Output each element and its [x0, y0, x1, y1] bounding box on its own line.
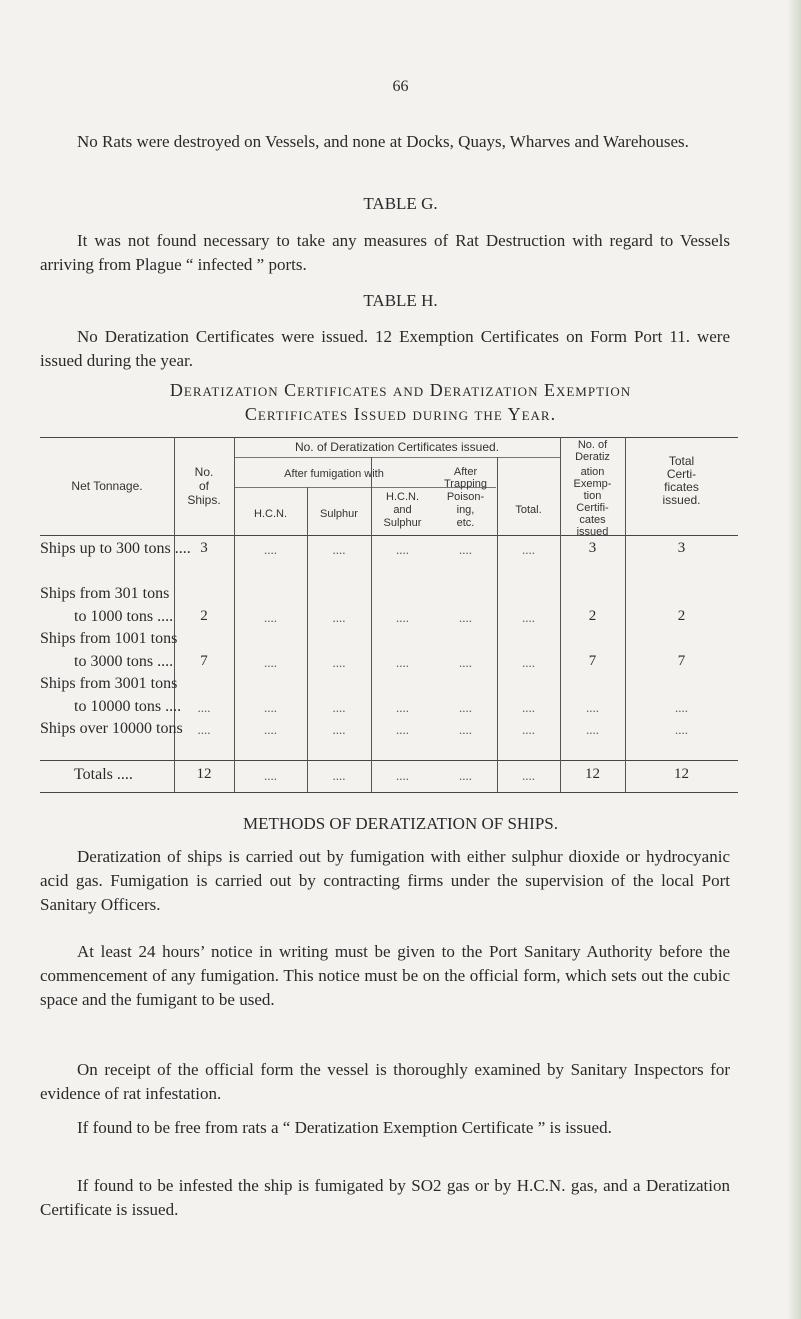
cell-grand-total: .... — [675, 722, 688, 737]
row-label: Ships up to 300 tons .... — [40, 540, 191, 557]
header-net-tonnage: Net Tonnage. — [71, 479, 143, 493]
totals-label: Totals .... — [74, 766, 133, 783]
totals-poison: .... — [459, 768, 472, 783]
cell-total: .... — [522, 610, 535, 625]
header-poison-3: etc. — [456, 517, 475, 529]
table-h-title: TABLE H. — [363, 291, 438, 310]
totals-total: .... — [522, 768, 535, 783]
cell-poison: .... — [459, 610, 472, 625]
row-label-continued: to 3000 tons .... — [74, 653, 174, 670]
row-label: Ships from 1001 tons — [40, 630, 178, 647]
row-label-continued: to 1000 tons .... — [74, 608, 174, 625]
header-hcn-sulphur-1: H.C.N. — [386, 491, 419, 503]
row-label: Ships from 301 tons — [40, 585, 170, 602]
header-ships-3: Ships. — [187, 493, 221, 507]
cell-exemption: .... — [586, 700, 599, 715]
header-exemption-6: Certifi- — [576, 502, 609, 514]
cell-hcn: .... — [264, 722, 277, 737]
methods-paragraph-3: On receipt of the official form the vessel is thoroughly examined by Sanitary Inspectors for evidence of rat infestation. — [40, 1060, 730, 1103]
header-poison-1: Poison- — [446, 491, 485, 503]
totals-grand-total: 12 — [674, 766, 689, 782]
totals-hcn: .... — [264, 768, 277, 783]
header-exemption-8: issued — [576, 526, 609, 538]
header-trapping-1: After — [453, 466, 478, 478]
cell-ships: 2 — [200, 608, 208, 624]
cell-sulphur: .... — [332, 655, 346, 670]
cell-hcn: .... — [264, 655, 277, 670]
header-hcn: H.C.N. — [254, 508, 287, 520]
cell-grand-total: 3 — [677, 540, 686, 556]
header-total: Total. — [515, 504, 542, 516]
cell-poison: .... — [459, 542, 472, 557]
page-number: 66 — [392, 78, 409, 95]
header-grand-total-2: Certi- — [666, 467, 697, 481]
header-grand-total-4: issued. — [662, 493, 701, 507]
methods-paragraph-2: At least 24 hours’ notice in writing must be given to the Port Sanitary Authority before the commencement of any fumigation. This notice must be on the official form, which sets out the cubic space and the fumigant to be used. — [40, 942, 730, 1009]
header-grand-total-1: Total — [668, 454, 695, 468]
header-exemption-3: ation — [580, 466, 605, 478]
cell-hcn-sulphur: .... — [396, 700, 409, 715]
totals-exemption: 12 — [585, 766, 600, 782]
cell-poison: .... — [459, 655, 472, 670]
table-g-text: It was not found necessary to take any measures of Rat Destruction with regard to Vessels arriving from Plague “ infected ” ports. — [40, 231, 730, 274]
cell-hcn: .... — [264, 610, 277, 625]
header-deratization-group: No. of Deratization Certificates issued. — [294, 440, 500, 454]
methods-paragraph-5: If found to be infested the ship is fumigated by SO2 gas or by H.C.N. gas, and a Deratization Certificate is issued. — [40, 1176, 730, 1219]
table-g-title: TABLE G. — [363, 194, 438, 213]
header-exemption-4: Exemp- — [573, 478, 612, 490]
cell-hcn-sulphur: .... — [396, 655, 409, 670]
totals-hcn-sulphur: .... — [396, 768, 409, 783]
cell-hcn-sulphur: .... — [396, 610, 409, 625]
cell-hcn-sulphur: .... — [396, 722, 409, 737]
header-fumigation: After fumigation with — [284, 468, 384, 480]
cell-poison: .... — [459, 700, 472, 715]
table-heading-line1: Deratization Certificates and Deratization Exemption — [169, 380, 632, 400]
header-exemption-5: tion — [583, 490, 602, 502]
header-grand-total-3: ficates — [664, 480, 699, 494]
header-hcn-sulphur-2: and — [393, 504, 412, 516]
cell-total: .... — [522, 655, 535, 670]
cell-grand-total: 7 — [677, 653, 686, 669]
cell-total: .... — [522, 700, 535, 715]
cell-sulphur: .... — [332, 700, 346, 715]
header-trapping-2: Trapping — [443, 478, 487, 490]
row-label-continued: to 10000 tons .... — [74, 698, 182, 715]
totals-ships: 12 — [196, 766, 212, 782]
header-ships-2: of — [198, 479, 209, 493]
cell-exemption: 2 — [588, 608, 597, 624]
cell-poison: .... — [459, 722, 472, 737]
cell-sulphur: .... — [332, 722, 346, 737]
table-h-text: No Deratization Certificates were issued. 12 Exemption Certificates on Form Port 11. were issued during the year. — [40, 327, 730, 370]
cell-total: .... — [522, 722, 535, 737]
header-exemption-2: Deratiz — [575, 451, 610, 463]
cell-total: .... — [522, 542, 535, 557]
cell-grand-total: .... — [675, 700, 688, 715]
cell-exemption: .... — [586, 722, 599, 737]
methods-title: METHODS OF DERATIZATION OF SHIPS. — [243, 814, 558, 833]
cell-exemption: 3 — [588, 540, 597, 556]
cell-sulphur: .... — [332, 542, 346, 557]
header-exemption-1: No. of — [577, 439, 608, 451]
cell-hcn: .... — [264, 542, 277, 557]
methods-paragraph-4: If found to be free from rats a “ Deratization Exemption Certificate ” is issued. — [77, 1118, 612, 1137]
header-hcn-sulphur-3: Sulphur — [383, 517, 422, 529]
header-poison-2: ing, — [456, 504, 475, 516]
cell-hcn-sulphur: .... — [396, 542, 409, 557]
cell-ships: .... — [197, 700, 211, 715]
methods-paragraph-1: Deratization of ships is carried out by fumigation with either sulphur dioxide or hydrocyanic acid gas. Fumigation is carried out by contracting firms under the supervision of the local Port Sanitary Officers. — [40, 847, 730, 914]
cell-sulphur: .... — [332, 610, 346, 625]
totals-sulphur: .... — [332, 768, 346, 783]
cell-grand-total: 2 — [677, 608, 686, 624]
row-label: Ships over 10000 tons — [40, 720, 183, 737]
cell-ships: 3 — [200, 540, 208, 556]
row-label: Ships from 3001 tons — [40, 675, 178, 692]
header-exemption-7: cates — [579, 514, 606, 526]
cell-exemption: 7 — [588, 653, 597, 669]
cell-ships: 7 — [200, 653, 208, 669]
header-ships-1: No. — [194, 465, 214, 479]
header-sulphur: Sulphur — [320, 508, 358, 520]
page-edge-shade — [787, 0, 801, 1319]
cell-hcn: .... — [264, 700, 277, 715]
cell-ships: .... — [197, 722, 211, 737]
intro-paragraph: No Rats were destroyed on Vessels, and none at Docks, Quays, Wharves and Warehouses. — [77, 132, 689, 151]
table-heading-line2: Certificates Issued during the Year. — [244, 404, 557, 424]
